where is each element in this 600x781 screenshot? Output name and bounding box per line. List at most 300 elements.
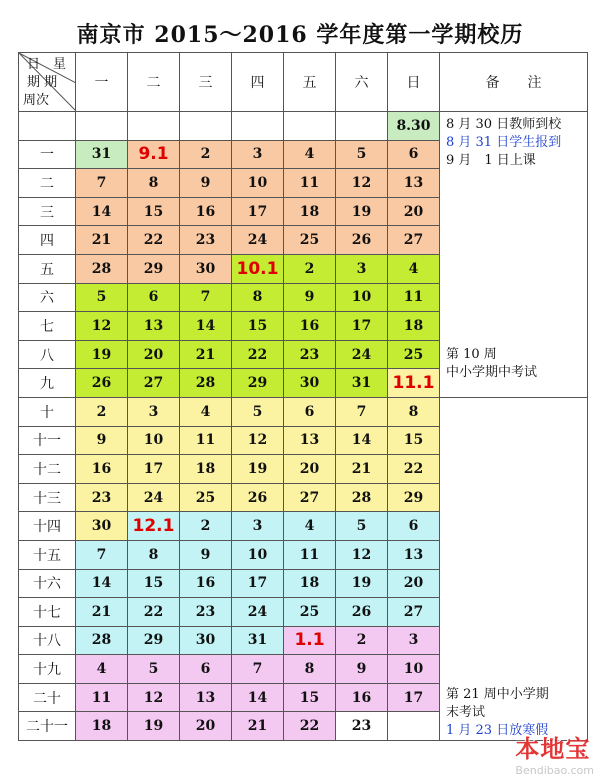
date-value: 30 bbox=[299, 375, 320, 392]
date-cell bbox=[128, 655, 180, 684]
date-value: 3 bbox=[356, 260, 367, 277]
date-cell bbox=[128, 312, 180, 341]
month-start-date: 12.1 bbox=[132, 516, 175, 537]
date-cell bbox=[180, 197, 232, 226]
date-cell bbox=[128, 683, 180, 712]
date-cell bbox=[284, 112, 336, 141]
date-cell bbox=[232, 169, 284, 198]
date-cell bbox=[232, 683, 284, 712]
date-cell bbox=[180, 169, 232, 198]
date-value: 31 bbox=[247, 632, 268, 649]
date-value: 9 bbox=[356, 661, 367, 678]
date-value: 7 bbox=[356, 403, 367, 420]
note-line: 末考试 bbox=[446, 705, 486, 721]
date-value: 21 bbox=[91, 232, 112, 249]
corner-week-label: 周次 bbox=[23, 93, 50, 108]
date-cell bbox=[284, 683, 336, 712]
date-value: 9 bbox=[304, 289, 315, 306]
date-cell bbox=[180, 226, 232, 255]
date-value: 15 bbox=[143, 575, 164, 592]
date-value: 20 bbox=[143, 346, 164, 363]
date-value: 26 bbox=[351, 232, 372, 249]
date-value: 16 bbox=[351, 689, 372, 706]
school-calendar-table bbox=[18, 52, 588, 741]
date-cell bbox=[336, 140, 388, 169]
date-cell bbox=[336, 626, 388, 655]
day-header-sat: 六 bbox=[336, 53, 388, 112]
date-cell bbox=[336, 197, 388, 226]
date-cell bbox=[388, 512, 440, 541]
date-cell bbox=[232, 455, 284, 484]
date-value: 12 bbox=[351, 174, 372, 191]
date-cell bbox=[284, 712, 336, 741]
date-value: 25 bbox=[299, 603, 320, 620]
date-value: 21 bbox=[195, 346, 216, 363]
date-cell bbox=[336, 112, 388, 141]
date-cell bbox=[76, 112, 128, 141]
date-value: 31 bbox=[351, 375, 372, 392]
date-cell bbox=[128, 169, 180, 198]
date-cell bbox=[284, 140, 336, 169]
date-cell bbox=[128, 598, 180, 627]
watermark-site: Bendibao.com bbox=[515, 764, 594, 777]
date-cell bbox=[128, 483, 180, 512]
date-value: 29 bbox=[247, 375, 268, 392]
date-value: 19 bbox=[351, 575, 372, 592]
date-value: 11 bbox=[91, 689, 112, 706]
date-cell bbox=[128, 626, 180, 655]
date-value: 17 bbox=[247, 575, 268, 592]
date-cell bbox=[232, 112, 284, 141]
day-header-fri: 五 bbox=[284, 53, 336, 112]
date-value: 12 bbox=[351, 546, 372, 563]
date-cell bbox=[388, 340, 440, 369]
date-cell bbox=[336, 569, 388, 598]
date-cell bbox=[388, 169, 440, 198]
date-value: 22 bbox=[143, 603, 164, 620]
date-cell bbox=[76, 483, 128, 512]
date-cell bbox=[388, 598, 440, 627]
date-value: 13 bbox=[299, 432, 320, 449]
date-value: 10 bbox=[403, 661, 424, 678]
date-cell bbox=[180, 655, 232, 684]
date-cell bbox=[388, 226, 440, 255]
date-value: 7 bbox=[200, 289, 211, 306]
date-cell bbox=[128, 712, 180, 741]
date-value: 18 bbox=[403, 317, 424, 334]
date-cell bbox=[388, 369, 440, 398]
date-value: 6 bbox=[408, 518, 419, 535]
date-cell bbox=[388, 283, 440, 312]
date-cell bbox=[232, 512, 284, 541]
date-value: 13 bbox=[143, 317, 164, 334]
date-value: 11 bbox=[403, 289, 424, 306]
date-value: 27 bbox=[299, 489, 320, 506]
date-value: 27 bbox=[403, 603, 424, 620]
date-value: 4 bbox=[200, 403, 211, 420]
date-cell bbox=[336, 312, 388, 341]
date-value: 17 bbox=[351, 317, 372, 334]
date-value: 8 bbox=[252, 289, 263, 306]
date-value: 14 bbox=[351, 432, 372, 449]
date-cell bbox=[180, 683, 232, 712]
date-value: 24 bbox=[351, 346, 372, 363]
date-value: 19 bbox=[247, 460, 268, 477]
date-cell bbox=[128, 512, 180, 541]
date-value: 28 bbox=[91, 632, 112, 649]
date-value: 16 bbox=[91, 460, 112, 477]
date-cell bbox=[336, 512, 388, 541]
date-value: 4 bbox=[408, 260, 419, 277]
day-header-tue: 二 bbox=[128, 53, 180, 112]
date-value: 21 bbox=[91, 603, 112, 620]
date-value: 23 bbox=[351, 718, 372, 735]
date-cell bbox=[76, 312, 128, 341]
date-cell bbox=[128, 112, 180, 141]
date-value: 22 bbox=[247, 346, 268, 363]
day-header-thu: 四 bbox=[232, 53, 284, 112]
date-value: 10 bbox=[143, 432, 164, 449]
date-value: 12 bbox=[247, 432, 268, 449]
date-value: 5 bbox=[356, 146, 367, 163]
date-value: 22 bbox=[143, 232, 164, 249]
date-cell bbox=[336, 369, 388, 398]
date-cell bbox=[180, 540, 232, 569]
date-value: 2 bbox=[304, 260, 315, 277]
month-start-date: 9.1 bbox=[138, 144, 169, 165]
date-value: 5 bbox=[252, 403, 263, 420]
date-value: 19 bbox=[351, 203, 372, 220]
date-value: 11 bbox=[195, 432, 216, 449]
date-value: 30 bbox=[91, 518, 112, 535]
date-value: 10 bbox=[351, 289, 372, 306]
date-cell bbox=[232, 569, 284, 598]
week-number: 十六 bbox=[19, 569, 76, 598]
date-value: 21 bbox=[247, 718, 268, 735]
week-number: 十八 bbox=[19, 626, 76, 655]
date-value: 2 bbox=[356, 632, 367, 649]
date-cell bbox=[76, 455, 128, 484]
date-value: 26 bbox=[91, 375, 112, 392]
date-cell bbox=[232, 655, 284, 684]
date-value: 8 bbox=[304, 661, 315, 678]
date-value: 3 bbox=[408, 632, 419, 649]
date-cell bbox=[232, 626, 284, 655]
date-value: 27 bbox=[403, 232, 424, 249]
date-value: 24 bbox=[247, 232, 268, 249]
date-value: 18 bbox=[91, 718, 112, 735]
date-value: 22 bbox=[403, 460, 424, 477]
date-value: 17 bbox=[403, 689, 424, 706]
date-value: 23 bbox=[195, 232, 216, 249]
date-cell bbox=[336, 455, 388, 484]
date-cell bbox=[336, 169, 388, 198]
date-cell bbox=[388, 254, 440, 283]
date-value: 28 bbox=[351, 489, 372, 506]
date-value: 4 bbox=[96, 661, 107, 678]
date-value: 28 bbox=[195, 375, 216, 392]
date-value: 12 bbox=[91, 317, 112, 334]
date-value: 9 bbox=[200, 174, 211, 191]
watermark bbox=[515, 729, 594, 777]
date-cell bbox=[128, 369, 180, 398]
date-cell bbox=[388, 312, 440, 341]
date-cell bbox=[128, 140, 180, 169]
date-value: 7 bbox=[252, 661, 263, 678]
date-cell bbox=[76, 340, 128, 369]
date-value: 16 bbox=[299, 317, 320, 334]
page-title: 南京市 2015～2016 学年度第一学期校历 bbox=[76, 22, 524, 48]
date-cell bbox=[388, 569, 440, 598]
week-number: 五 bbox=[19, 254, 76, 283]
date-value: 23 bbox=[91, 489, 112, 506]
week-number: 十一 bbox=[19, 426, 76, 455]
date-cell bbox=[180, 712, 232, 741]
corner-day-label: 日 星 bbox=[27, 57, 67, 72]
date-value: 8 bbox=[148, 546, 159, 563]
week-number: 十二 bbox=[19, 455, 76, 484]
date-cell bbox=[388, 712, 440, 741]
date-cell bbox=[232, 540, 284, 569]
date-cell bbox=[284, 540, 336, 569]
date-cell bbox=[232, 140, 284, 169]
date-cell bbox=[128, 455, 180, 484]
date-value: 20 bbox=[195, 718, 216, 735]
date-cell bbox=[388, 455, 440, 484]
date-value: 3 bbox=[252, 146, 263, 163]
date-cell bbox=[128, 340, 180, 369]
date-value: 7 bbox=[96, 546, 107, 563]
date-cell bbox=[284, 483, 336, 512]
date-value: 7 bbox=[96, 174, 107, 191]
date-cell bbox=[336, 483, 388, 512]
date-cell bbox=[232, 598, 284, 627]
week-number: 八 bbox=[19, 340, 76, 369]
date-value: 14 bbox=[247, 689, 268, 706]
date-value: 11 bbox=[299, 546, 320, 563]
date-cell bbox=[76, 369, 128, 398]
date-value: 18 bbox=[299, 203, 320, 220]
week-row bbox=[19, 112, 588, 141]
note-line: 9 月 1 日上课 bbox=[446, 153, 536, 168]
date-value: 21 bbox=[351, 460, 372, 477]
week-number: 三 bbox=[19, 197, 76, 226]
date-cell bbox=[180, 283, 232, 312]
date-cell bbox=[284, 340, 336, 369]
date-cell bbox=[180, 455, 232, 484]
date-cell bbox=[76, 598, 128, 627]
week-number: 二十 bbox=[19, 683, 76, 712]
week-row bbox=[19, 397, 588, 426]
date-cell bbox=[336, 340, 388, 369]
date-cell bbox=[76, 397, 128, 426]
date-cell bbox=[76, 540, 128, 569]
date-value: 18 bbox=[299, 575, 320, 592]
date-value: 13 bbox=[403, 174, 424, 191]
date-cell bbox=[232, 226, 284, 255]
date-cell bbox=[388, 540, 440, 569]
day-header-mon: 一 bbox=[76, 53, 128, 112]
notes-final bbox=[440, 397, 588, 740]
date-cell bbox=[232, 397, 284, 426]
date-value: 12 bbox=[143, 689, 164, 706]
date-cell bbox=[180, 426, 232, 455]
date-cell bbox=[128, 426, 180, 455]
date-cell bbox=[232, 312, 284, 341]
date-cell bbox=[128, 283, 180, 312]
date-cell bbox=[284, 512, 336, 541]
date-value: 5 bbox=[148, 661, 159, 678]
date-cell bbox=[76, 712, 128, 741]
date-cell bbox=[76, 169, 128, 198]
note-midterm-line: 中小学期中考试 bbox=[446, 365, 538, 380]
date-cell bbox=[76, 254, 128, 283]
date-cell bbox=[76, 512, 128, 541]
date-cell bbox=[388, 626, 440, 655]
date-value: 3 bbox=[148, 403, 159, 420]
date-cell bbox=[336, 254, 388, 283]
date-value: 10 bbox=[247, 546, 268, 563]
week-number: 十九 bbox=[19, 655, 76, 684]
date-cell bbox=[76, 626, 128, 655]
date-cell bbox=[232, 483, 284, 512]
date-value: 15 bbox=[247, 317, 268, 334]
date-cell bbox=[180, 512, 232, 541]
date-value: 29 bbox=[143, 260, 164, 277]
date-value: 26 bbox=[247, 489, 268, 506]
month-start-date: 1.1 bbox=[294, 630, 325, 651]
date-value: 6 bbox=[200, 661, 211, 678]
date-cell bbox=[284, 455, 336, 484]
date-value: 31 bbox=[91, 146, 112, 163]
date-value: 15 bbox=[403, 432, 424, 449]
date-value: 17 bbox=[247, 203, 268, 220]
week-number: 一 bbox=[19, 140, 76, 169]
date-cell bbox=[232, 197, 284, 226]
date-cell bbox=[284, 169, 336, 198]
date-cell bbox=[76, 226, 128, 255]
date-value: 26 bbox=[351, 603, 372, 620]
date-value: 27 bbox=[143, 375, 164, 392]
date-cell bbox=[336, 712, 388, 741]
date-value: 13 bbox=[403, 546, 424, 563]
date-value: 30 bbox=[195, 632, 216, 649]
date-cell bbox=[388, 197, 440, 226]
date-cell bbox=[336, 655, 388, 684]
date-value: 5 bbox=[96, 289, 107, 306]
date-value: 20 bbox=[403, 575, 424, 592]
date-cell bbox=[232, 254, 284, 283]
date-cell bbox=[128, 254, 180, 283]
date-value: 23 bbox=[299, 346, 320, 363]
date-cell bbox=[336, 540, 388, 569]
date-value: 13 bbox=[195, 689, 216, 706]
month-start-date: 10.1 bbox=[236, 258, 279, 279]
date-value: 8 bbox=[408, 403, 419, 420]
day-header-wed: 三 bbox=[180, 53, 232, 112]
date-value: 23 bbox=[195, 603, 216, 620]
date-value: 10 bbox=[247, 174, 268, 191]
date-cell bbox=[284, 312, 336, 341]
date-cell bbox=[76, 569, 128, 598]
date-value: 14 bbox=[91, 575, 112, 592]
corner-header bbox=[19, 53, 76, 112]
notes-header: 备 注 bbox=[440, 53, 588, 112]
date-cell bbox=[128, 197, 180, 226]
date-cell bbox=[76, 683, 128, 712]
date-cell bbox=[388, 655, 440, 684]
date-cell bbox=[180, 369, 232, 398]
date-cell bbox=[232, 340, 284, 369]
note-line: 第 21 周中小学期 bbox=[446, 687, 549, 703]
date-value: 25 bbox=[195, 489, 216, 506]
date-value: 3 bbox=[252, 518, 263, 535]
date-cell bbox=[284, 226, 336, 255]
date-cell bbox=[336, 683, 388, 712]
date-cell bbox=[180, 569, 232, 598]
date-value: 8.30 bbox=[396, 117, 431, 134]
date-cell bbox=[336, 598, 388, 627]
date-value: 4 bbox=[304, 146, 315, 163]
date-cell bbox=[388, 683, 440, 712]
date-cell bbox=[232, 426, 284, 455]
date-value: 30 bbox=[195, 260, 216, 277]
week-number: 十七 bbox=[19, 598, 76, 627]
date-value: 15 bbox=[299, 689, 320, 706]
date-value: 16 bbox=[195, 575, 216, 592]
date-value: 28 bbox=[91, 260, 112, 277]
week-number: 二十一 bbox=[19, 712, 76, 741]
date-cell bbox=[180, 112, 232, 141]
date-value: 6 bbox=[304, 403, 315, 420]
date-cell bbox=[180, 254, 232, 283]
date-cell bbox=[284, 397, 336, 426]
date-cell bbox=[284, 254, 336, 283]
day-header-sun: 日 bbox=[388, 53, 440, 112]
week-number: 六 bbox=[19, 283, 76, 312]
week-number: 四 bbox=[19, 226, 76, 255]
date-cell bbox=[128, 226, 180, 255]
notes-opening bbox=[440, 112, 588, 398]
date-value: 16 bbox=[195, 203, 216, 220]
date-cell bbox=[336, 397, 388, 426]
date-value: 14 bbox=[91, 203, 112, 220]
week-number: 十四 bbox=[19, 512, 76, 541]
week-number: 十 bbox=[19, 397, 76, 426]
date-cell bbox=[336, 426, 388, 455]
date-cell bbox=[284, 626, 336, 655]
date-cell bbox=[232, 712, 284, 741]
date-value: 24 bbox=[143, 489, 164, 506]
date-value: 20 bbox=[299, 460, 320, 477]
date-value: 22 bbox=[299, 718, 320, 735]
date-cell bbox=[76, 426, 128, 455]
date-cell bbox=[388, 140, 440, 169]
date-value: 11 bbox=[299, 174, 320, 191]
date-value: 29 bbox=[403, 489, 424, 506]
date-value: 25 bbox=[299, 232, 320, 249]
date-cell bbox=[180, 598, 232, 627]
date-cell bbox=[284, 569, 336, 598]
date-cell bbox=[284, 283, 336, 312]
date-value: 18 bbox=[195, 460, 216, 477]
date-value: 2 bbox=[200, 518, 211, 535]
date-cell bbox=[76, 140, 128, 169]
date-value: 17 bbox=[143, 460, 164, 477]
date-cell bbox=[76, 283, 128, 312]
date-value: 6 bbox=[408, 146, 419, 163]
date-cell bbox=[128, 397, 180, 426]
